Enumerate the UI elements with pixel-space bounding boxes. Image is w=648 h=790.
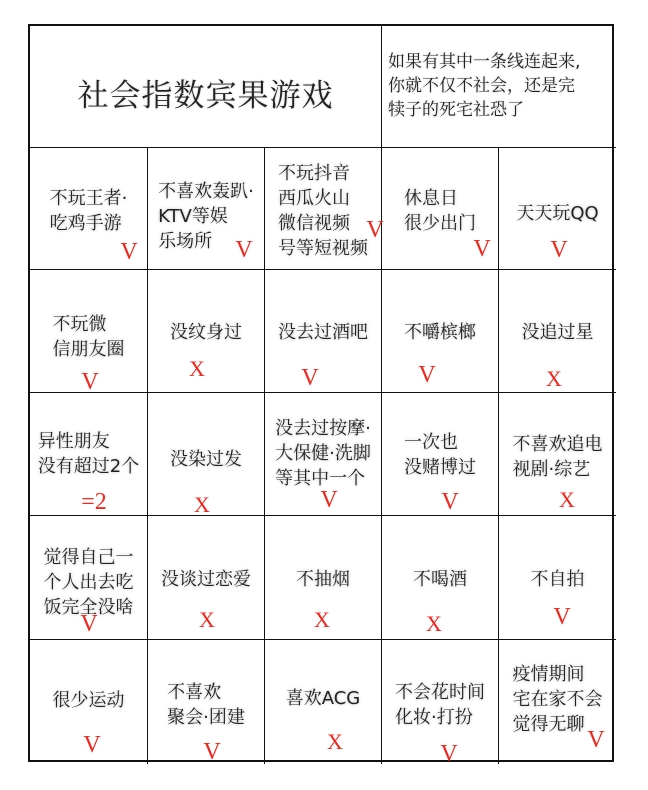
cell-text	[531, 567, 585, 592]
cell-text-line: 休息日	[404, 188, 458, 209]
cell-text-line: 西瓜火山	[278, 188, 350, 209]
check-mark: V	[440, 741, 458, 767]
bingo-cell	[382, 270, 499, 393]
cross-mark: X	[199, 607, 215, 632]
cell-text-line: 饭完全没啥	[43, 597, 134, 618]
bingo-cell	[148, 516, 265, 640]
cross-mark: X	[189, 356, 205, 381]
cell-text	[516, 201, 598, 226]
check-mark: V	[418, 362, 436, 388]
bingo-cell	[30, 393, 148, 516]
cell-text-line: 没去过酒吧	[278, 322, 368, 343]
bingo-cell	[148, 640, 265, 764]
cell-text-line: 不喜欢	[167, 682, 222, 703]
check-mark: V	[120, 239, 138, 265]
bingo-cell	[265, 148, 382, 270]
cell-text	[275, 416, 371, 491]
title-cell	[30, 26, 382, 148]
cell-text	[170, 320, 242, 345]
cell-text-line: 很少出门	[404, 213, 476, 234]
cell-text-line: 异性朋友	[37, 431, 110, 452]
cell-text-line: 没染过发	[170, 449, 242, 470]
cell-text-line: 视剧·综艺	[512, 459, 591, 480]
cell-text-line: 不玩抖音	[278, 163, 350, 184]
cell-text	[53, 688, 125, 713]
check-mark: V	[587, 727, 605, 753]
cell-text	[404, 320, 476, 345]
check-mark: V	[301, 365, 319, 391]
cell-text-line: 不喜欢轰趴·	[158, 181, 254, 202]
check-mark: V	[366, 217, 384, 243]
cross-mark: X	[327, 729, 343, 754]
cell-text-line: 喜欢ACG	[285, 688, 361, 709]
cell-text-line: 很少运动	[52, 690, 125, 711]
bingo-cell	[499, 640, 616, 764]
cell-text-line: 信朋友圈	[52, 339, 125, 360]
bingo-cell	[382, 516, 499, 640]
cell-text	[161, 567, 251, 592]
bingo-cell	[499, 516, 616, 640]
description-cell	[382, 26, 616, 148]
cell-text	[167, 680, 245, 730]
cell-text-line: 没赌博过	[404, 457, 476, 478]
bingo-cell	[499, 148, 616, 270]
bingo-cell	[30, 270, 148, 393]
cell-text-line: 吃鸡手游	[49, 213, 122, 234]
bingo-grid	[28, 24, 614, 767]
bingo-cell	[265, 393, 382, 516]
bingo-cell	[148, 393, 265, 516]
bingo-cell	[382, 148, 499, 270]
bingo-cell	[148, 270, 265, 393]
check-mark: V	[553, 604, 571, 630]
cell-text-line: 个人出去吃	[43, 572, 134, 593]
cell-text	[513, 662, 603, 737]
cell-text	[53, 312, 125, 362]
cell-text	[513, 432, 603, 482]
cell-text-line: 没追过星	[521, 322, 594, 343]
bingo-cell	[148, 148, 265, 270]
check-mark: V	[80, 611, 98, 637]
check-mark: V	[83, 732, 101, 758]
bingo-cell	[499, 270, 616, 393]
cell-text-line: 聚会·团建	[167, 707, 245, 728]
description	[388, 50, 580, 122]
cell-text	[522, 320, 594, 345]
cross-mark: X	[194, 492, 210, 517]
cell-text-line: 乐场所	[158, 231, 213, 252]
cell-text-line: 大保健·洗脚	[275, 443, 371, 464]
cell-text-line: 化妆·打扮	[395, 707, 473, 728]
cell-text-line: 不抽烟	[296, 569, 350, 590]
cell-text	[296, 567, 350, 592]
cell-text-line: 没有超过2个	[37, 456, 140, 477]
description-line: 如果有其中一条线连起来,	[388, 52, 581, 72]
cell-text-line: 疫情期间	[512, 664, 585, 685]
bingo-cell	[30, 148, 148, 270]
cell-text-line: 号等短视频	[278, 238, 368, 259]
cell-text	[413, 567, 467, 592]
page-title: 社会指数宾果游戏	[77, 78, 334, 114]
cell-text	[404, 186, 476, 236]
cell-text-line: 宅在家不会	[512, 689, 603, 710]
check-mark: V	[203, 739, 221, 765]
check-mark: V	[441, 489, 459, 515]
check-mark: V	[320, 487, 338, 513]
bingo-cell	[382, 393, 499, 516]
cell-text-line: KTV等娱	[158, 206, 228, 227]
cell-text-line: 觉得无聊	[512, 714, 585, 735]
bingo-cell	[265, 516, 382, 640]
cell-text	[278, 161, 368, 261]
bingo-cell	[30, 516, 148, 640]
cell-text	[286, 686, 361, 711]
check-mark: V	[81, 369, 99, 395]
cell-text-line: 觉得自己一	[43, 547, 134, 568]
cell-text-line: 天天玩QQ	[516, 203, 599, 224]
cell-text	[44, 545, 134, 620]
cell-text	[278, 320, 368, 345]
cell-text	[170, 447, 242, 472]
cell-text	[404, 430, 476, 480]
cell-text-line: 没去过按摩·	[275, 418, 371, 439]
cross-mark: X	[314, 607, 330, 632]
cell-text	[50, 186, 128, 236]
cell-text-line: 没纹身过	[170, 322, 242, 343]
bingo-cell	[30, 640, 148, 764]
cell-text-line: 微信视频	[278, 213, 350, 234]
check-mark: V	[550, 237, 568, 263]
count-mark: =2	[81, 489, 107, 515]
bingo-cell	[265, 270, 382, 393]
check-mark: V	[473, 236, 491, 262]
cell-text-line: 不自拍	[530, 569, 585, 590]
cell-text-line: 没谈过恋爱	[161, 569, 251, 590]
cell-text-line: 等其中一个	[275, 468, 366, 489]
description-line: 你就不仅不社会，还是完	[388, 76, 575, 96]
cell-text-line: 不玩微	[52, 314, 107, 335]
cross-mark: X	[559, 487, 575, 512]
cross-mark: X	[426, 611, 442, 636]
cell-text-line: 不会花时间	[395, 682, 485, 703]
check-mark: V	[235, 237, 253, 263]
bingo-cell	[499, 393, 616, 516]
cell-text	[38, 429, 139, 479]
cell-text-line: 不喜欢追电	[512, 434, 603, 455]
cross-mark: X	[546, 366, 562, 391]
bingo-cell	[382, 640, 499, 767]
cell-text-line: 不喝酒	[413, 569, 467, 590]
bingo-cell	[265, 640, 382, 764]
cell-text-line: 一次也	[404, 432, 458, 453]
description-line: 犊子的死宅社恐了	[388, 100, 524, 120]
cell-text	[395, 680, 485, 730]
cell-text-line: 不玩王者·	[49, 188, 128, 209]
cell-text-line: 不嚼槟榔	[404, 322, 476, 343]
